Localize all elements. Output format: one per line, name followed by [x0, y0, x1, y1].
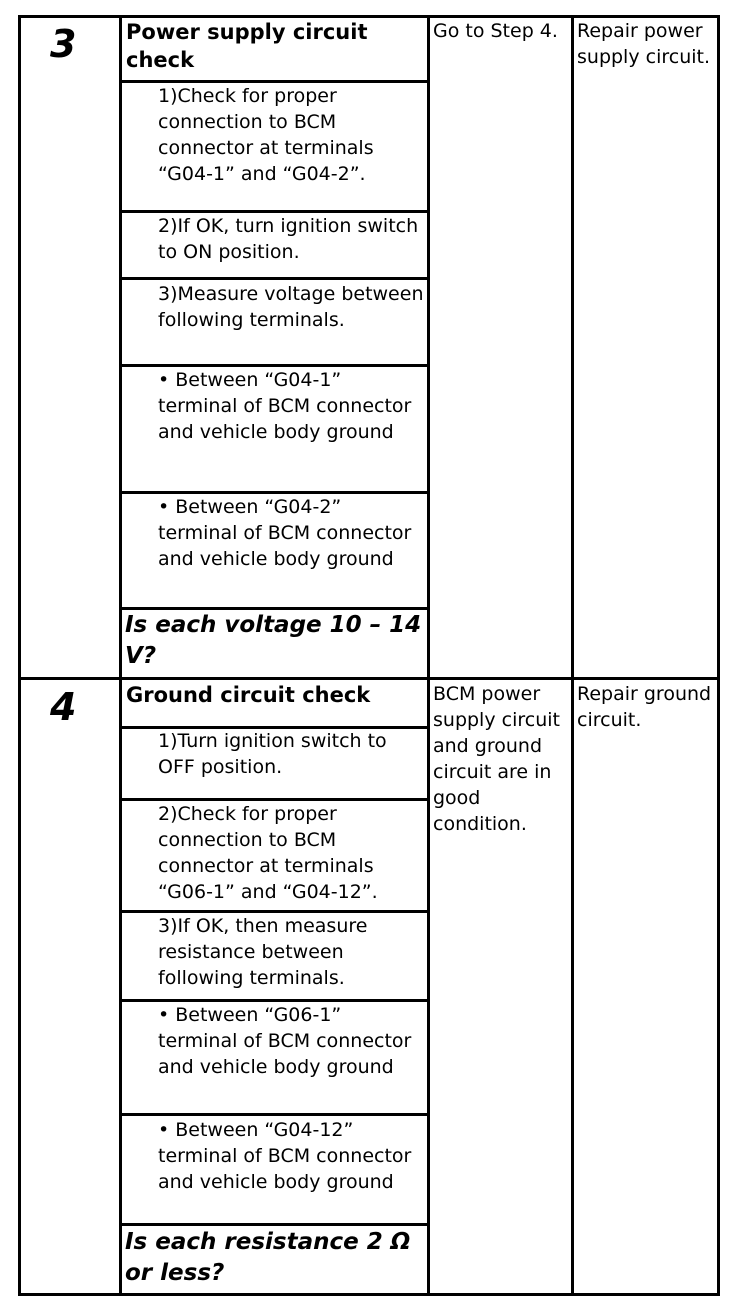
table-border-bottom	[18, 1293, 720, 1296]
procedure-item: • Between “G04-2” terminal of BCM connector and vehicle body ground	[158, 496, 412, 570]
table-border-left	[18, 15, 21, 1296]
procedure-item: 2)Check for proper connection to BCM connector at terminals “G06-1” and “G04-12”.	[158, 803, 378, 903]
table-border-right	[717, 15, 720, 1296]
column-divider	[571, 15, 574, 1296]
row-divider	[120, 1113, 430, 1116]
row-divider	[120, 1223, 430, 1226]
step-number: 4	[50, 685, 77, 729]
yes-action: Go to Step 4.	[433, 20, 558, 42]
row-divider	[120, 277, 430, 280]
check-question: Is each resistance 2 Ω or less?	[125, 1229, 411, 1286]
step-title: Ground circuit check	[126, 683, 371, 707]
procedure-item: 3)Measure voltage between following terminals.	[158, 283, 424, 331]
procedure-item: 2)If OK, turn ignition switch to ON position.	[158, 215, 419, 263]
no-action: Repair ground circuit.	[577, 683, 712, 731]
column-divider	[119, 15, 122, 1296]
procedure-item: 1)Check for proper connection to BCM connector at terminals “G04-1” and “G04-2”.	[158, 85, 374, 185]
step-divider	[18, 677, 720, 680]
check-question: Is each voltage 10 – 14 V?	[125, 612, 422, 669]
yes-action: BCM power supply circuit and ground circuit are in good condition.	[433, 683, 560, 835]
procedure-item: 3)If OK, then measure resistance between following terminals.	[158, 915, 368, 989]
procedure-item: • Between “G04-1” terminal of BCM connector and vehicle body ground	[158, 369, 412, 443]
procedure-item: 1)Turn ignition switch to OFF position.	[158, 730, 387, 778]
procedure-item: • Between “G06-1” terminal of BCM connector and vehicle body ground	[158, 1004, 412, 1078]
step-title: Power supply circuit check	[126, 20, 368, 72]
step-number: 3	[50, 22, 77, 66]
column-divider	[427, 15, 430, 1296]
procedure-item: • Between “G04-12” terminal of BCM connector and vehicle body ground	[158, 1119, 412, 1193]
no-action: Repair power supply circuit.	[577, 20, 710, 68]
